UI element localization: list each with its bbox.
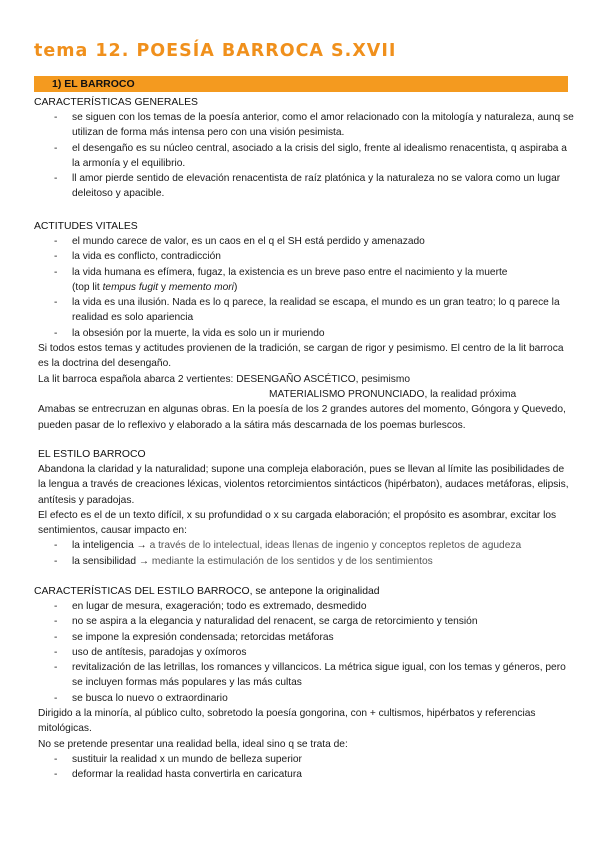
paragraph: El efecto es el de un texto difícil, x su profundidad o x su cargada elaboración; el propósito es asombrar, excitar los sentimientos, causar impacto en: (38, 509, 557, 537)
caracteristicas-section (34, 96, 574, 202)
page-title: tema 12. POESÍA BARROCA S.XVII (34, 41, 397, 61)
list-item-text: la vida humana es efímera, fugaz, la existencia es un breve paso entre el nacimiento y la muerte (72, 266, 508, 278)
list-item: - se busca lo nuevo o extraordinario (34, 691, 574, 706)
list-item-text: ) (233, 281, 238, 293)
actitudes-section (34, 220, 574, 433)
caracteristicas-list (34, 110, 574, 202)
actitudes-heading: ACTITUDES VITALES (34, 221, 138, 232)
list-item (34, 538, 574, 553)
list-item: - se impone la expresión condensada; retorcidas metáforas (34, 630, 574, 645)
section-title: 1) EL BARROCO (52, 78, 135, 90)
latin-term: tempus fugit (102, 281, 159, 293)
carestilo-heading: CARACTERÍSTICAS DEL ESTILO BARROCO (34, 586, 250, 597)
list-item: - la vida es una ilusión. Nada es lo q parece, la realidad se escapa, el mundo es un gran teatro; lo q parece la realidad es solo apariencia (34, 295, 574, 326)
carestilo-heading-line (34, 585, 574, 599)
paragraph: No se pretende presentar una realidad bella, ideal sino q se trata de: (38, 738, 348, 750)
paragraph: Si todos estos temas y actitudes provienen de la tradición, se cargan de rigor y pesimismo. El centro de la lit barroca es la doctrina del desengaño. (38, 343, 564, 370)
paragraph: MATERIALISMO PRONUNCIADO, la realidad próxima (269, 388, 517, 400)
list-item-text: (top lit (72, 281, 103, 293)
list-item: - la vida es conflicto, contradicción (34, 249, 574, 264)
carestilo-list-2 (34, 752, 574, 783)
list-item: - no se aspira a la elegancia y naturalidad del renacent, se carga de retorcimiento y tensión (34, 614, 574, 629)
list-item (34, 265, 574, 296)
list-item: - el mundo carece de valor, es un caos en el q el SH está perdido y amenazado (34, 234, 574, 249)
list-item: - en lugar de mesura, exageración; todo es extremado, desmedido (34, 599, 574, 614)
list-item: - revitalización de las letrillas, los romances y villancicos. La métrica sigue igual, con los temas y géneros, pero se incluyen formas más populares y las más cultas (34, 660, 574, 691)
carestilo-list (34, 599, 574, 706)
list-item-text: a través de lo intelectual, ideas llenas de ingenio y conceptos repletos de agudeza (149, 540, 522, 552)
list-item: - se siguen con los temas de la poesía anterior, como el amor relacionado con la mitología y naturaleza, aunq se utilizan de forma más intensa pero con una visión pesimista. (34, 110, 574, 141)
list-item: - la obsesión por la muerte, la vida es solo un ir muriendo (34, 326, 574, 341)
list-item-text: la sensibilidad → (72, 555, 152, 567)
carestilo-section (34, 585, 574, 783)
list-item-text: la inteligencia → (72, 540, 150, 552)
paragraph: Abandona la claridad y la naturalidad; supone una compleja elaboración, pues se llevan al límite las posibilidades de la lengua a través de creaciones léxicas, violentos retorcimientos sintácticos (hipérbaton), audaces metáforas, elipsis, antítesis y paradojas. (38, 464, 569, 506)
actitudes-list (34, 234, 574, 341)
list-item: - ll amor pierde sentido de elevación renacentista de raíz platónica y la naturaleza no se valora como un lugar deleitoso y apacible. (34, 171, 574, 202)
estilo-section (34, 448, 574, 569)
paragraph: Dirigido a la minoría, al público culto, sobretodo la poesía gongorina, con + cultismos, hipérbatos y referencias mitológicas. (38, 708, 536, 735)
list-item: - uso de antítesis, paradojas y oxímoros (34, 645, 574, 660)
paragraph: La lit barroca española abarca 2 vertientes: DESENGAÑO ASCÉTICO, pesimismo (38, 373, 410, 385)
list-item-text: mediante la estimulación de los sentidos y de los sentimientos (151, 555, 433, 567)
section-bar (34, 76, 568, 92)
list-item: - el desengaño es su núcleo central, asociado a la crisis del siglo, frente al idealismo renacentista, q aspiraba a la armonía y el equilibrio. (34, 141, 574, 172)
carestilo-heading-rest: , se antepone la originalidad (249, 586, 380, 597)
estilo-heading: EL ESTILO BARROCO (38, 449, 146, 460)
list-item: - sustituir la realidad x un mundo de belleza superior (34, 752, 574, 767)
paragraph: Amabas se entrecruzan en algunas obras. En la poesía de los 2 grandes autores del momento, Góngora y Quevedo, pueden pasar de lo reflexivo y elaborado a la sátira más descarnada de los poemas burlescos. (38, 404, 566, 431)
latin-term: memento mori (168, 281, 234, 293)
list-item: - deformar la realidad hasta convertirla en caricatura (34, 767, 574, 782)
caracteristicas-heading: CARACTERÍSTICAS GENERALES (34, 97, 198, 108)
estilo-list (34, 538, 574, 569)
list-item (34, 554, 574, 569)
list-item-text: y (158, 281, 169, 293)
